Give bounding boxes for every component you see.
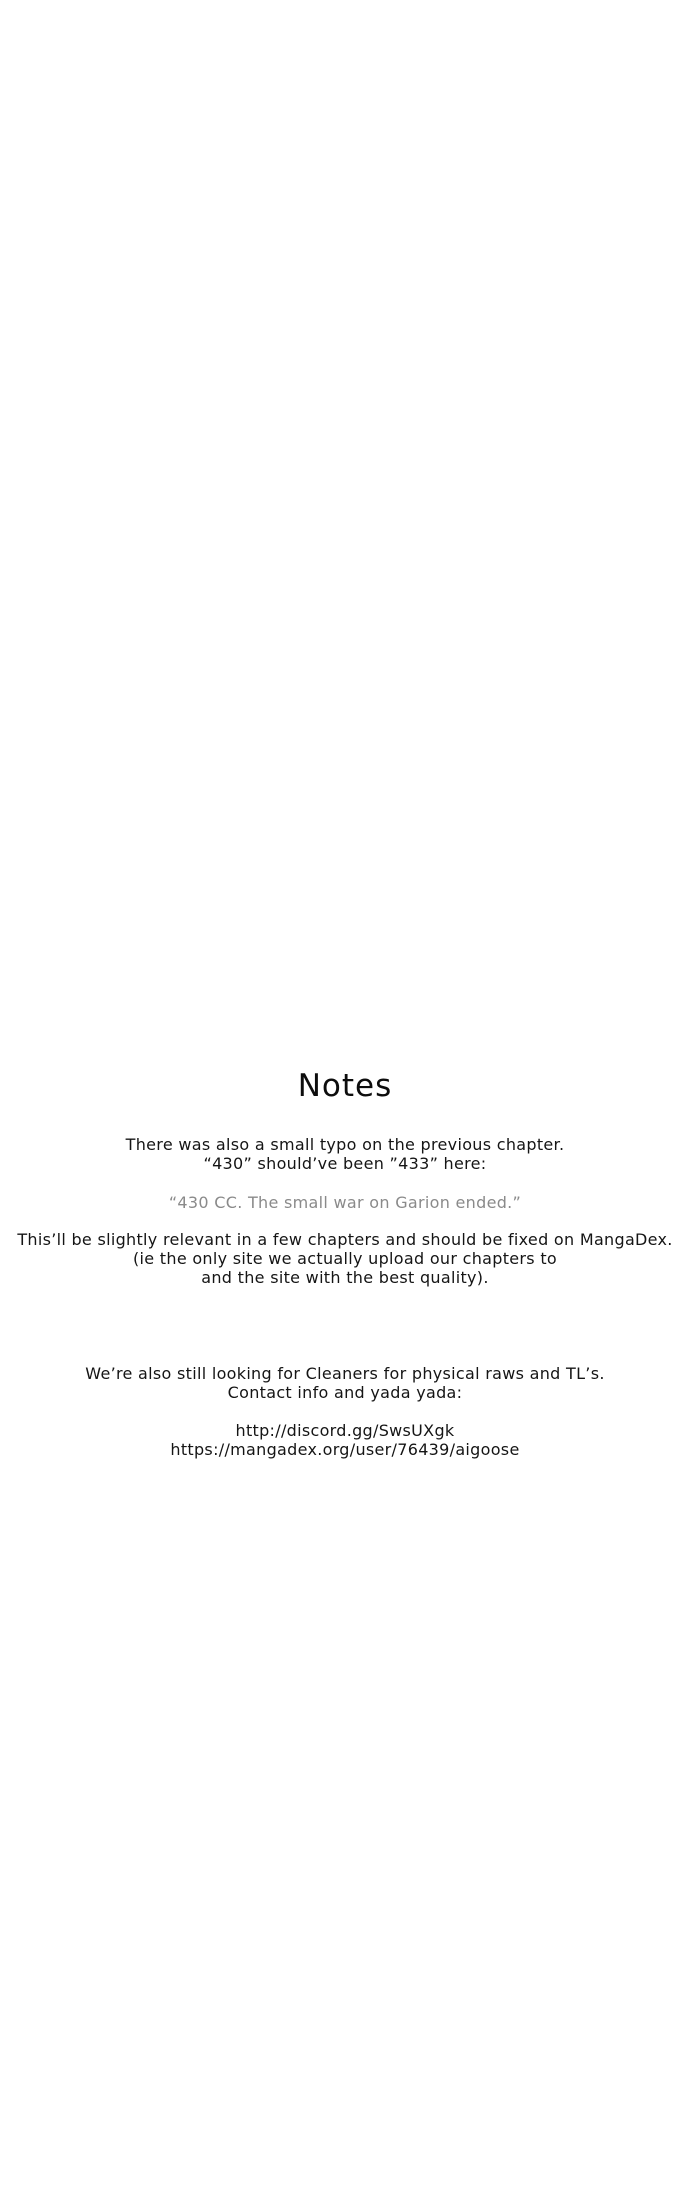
relevance-line: This’ll be slightly relevant in a few chapters and should be fixed on MangaDex.: [17, 1230, 673, 1249]
discord-link[interactable]: http://discord.gg/SwsUXgk: [235, 1421, 455, 1440]
notes-title: Notes: [297, 1068, 393, 1104]
mangadex-link[interactable]: https://mangadex.org/user/76439/aigoose: [170, 1440, 520, 1459]
recruitment-line: Contact info and yada yada:: [227, 1383, 463, 1402]
quoted-typo-text: “430 CC. The small war on Garion ended.”: [168, 1193, 522, 1212]
typo-intro: [0, 1135, 690, 1173]
relevance-note: [0, 1230, 690, 1287]
typo-intro-line: There was also a small typo on the previous chapter.: [125, 1135, 565, 1154]
relevance-line: and the site with the best quality).: [201, 1268, 489, 1287]
contact-links: [0, 1421, 690, 1459]
recruitment-line: We’re also still looking for Cleaners for physical raws and TL’s.: [85, 1364, 605, 1383]
relevance-line: (ie the only site we actually upload our chapters to: [132, 1249, 557, 1268]
quoted-typo: [0, 1193, 690, 1212]
typo-intro-line: “430” should’ve been ”433” here:: [203, 1154, 487, 1173]
recruitment-note: [0, 1364, 690, 1402]
